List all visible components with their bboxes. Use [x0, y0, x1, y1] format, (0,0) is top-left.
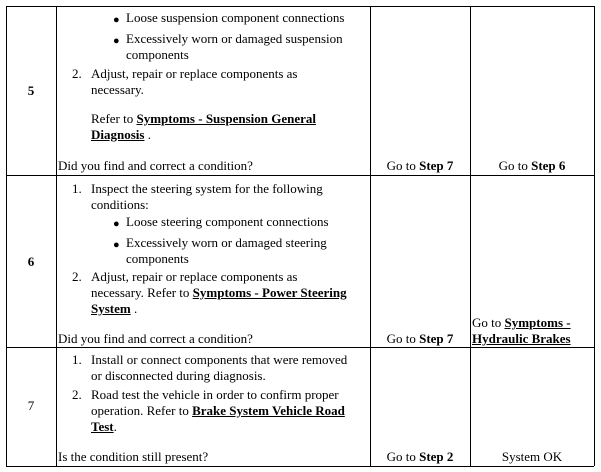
- no-prefix: Go to: [472, 315, 505, 330]
- brake-system-road-test-link[interactable]: Test: [91, 419, 114, 434]
- refer-text: [91, 127, 151, 144]
- brake-system-road-test-link[interactable]: Brake System Vehicle Road: [192, 403, 345, 418]
- bullet-icon: ●: [113, 35, 120, 47]
- link-suffix: .: [144, 127, 151, 142]
- bullet-icon: ●: [113, 239, 120, 251]
- no-action: [472, 315, 571, 332]
- list-item: Road test the vehicle in order to confirm proper: [91, 387, 339, 402]
- refer-text: [91, 285, 347, 302]
- refer-prefix: Refer to: [91, 111, 137, 126]
- refer-text: [91, 301, 137, 318]
- yes-step[interactable]: Step 7: [419, 331, 454, 346]
- column-divider: [470, 6, 471, 466]
- link-suffix: .: [113, 419, 117, 434]
- step-number: 6: [27, 254, 35, 269]
- symptoms-suspension-link[interactable]: Symptoms - Suspension General: [136, 111, 316, 126]
- symptoms-power-steering-link[interactable]: System: [91, 301, 131, 316]
- step-number: 7: [27, 398, 35, 413]
- symptoms-hydraulic-brakes-link[interactable]: Hydraulic Brakes: [472, 331, 571, 346]
- table-border-right: [594, 6, 595, 466]
- question-text: Did you find and correct a condition?: [58, 158, 253, 173]
- no-step[interactable]: Step 6: [531, 158, 566, 173]
- list-number: 2.: [72, 387, 82, 402]
- list-item: Loose suspension component connections: [126, 10, 345, 25]
- list-item: Install or connect components that were removed: [91, 352, 348, 367]
- list-item: Excessively worn or damaged suspension: [126, 31, 343, 46]
- table-border-left: [6, 6, 7, 466]
- yes-prefix: Go to: [386, 331, 420, 346]
- list-number: 2.: [72, 66, 82, 81]
- question-text: Is the condition still present?: [58, 449, 209, 464]
- yes-action: [370, 158, 470, 175]
- no-prefix: Go to: [498, 158, 532, 173]
- list-item: components: [126, 251, 189, 266]
- refer-text: [91, 419, 117, 436]
- symptoms-hydraulic-brakes-link[interactable]: Symptoms -: [504, 315, 571, 330]
- list-item: necessary.: [91, 82, 144, 97]
- yes-action: [370, 449, 470, 466]
- yes-step[interactable]: Step 7: [419, 158, 454, 173]
- no-action: [472, 331, 571, 348]
- column-divider: [56, 6, 57, 466]
- link-suffix: .: [130, 301, 138, 316]
- refer-text: [91, 111, 316, 128]
- list-item: Adjust, repair or replace components as: [91, 269, 298, 284]
- symptoms-power-steering-link[interactable]: Symptoms - Power Steering: [192, 285, 347, 300]
- yes-step[interactable]: Step 2: [419, 449, 454, 464]
- symptoms-suspension-link[interactable]: Diagnosis: [91, 127, 145, 142]
- bullet-icon: ●: [113, 218, 120, 230]
- list-item: Adjust, repair or replace components as: [91, 66, 298, 81]
- no-action: System OK: [501, 449, 563, 464]
- step-number: 5: [27, 83, 35, 98]
- list-item: components: [126, 47, 189, 62]
- yes-prefix: Go to: [386, 449, 420, 464]
- list-number: 1.: [72, 181, 82, 196]
- list-item: conditions:: [91, 197, 149, 212]
- bullet-icon: ●: [113, 14, 120, 26]
- no-action: [470, 158, 594, 175]
- list-item: Inspect the steering system for the following: [91, 181, 323, 196]
- refer-prefix: operation. Refer to: [91, 403, 193, 418]
- list-item: or disconnected during diagnosis.: [91, 368, 266, 383]
- table-border-bottom: [6, 466, 594, 467]
- column-divider: [370, 6, 371, 466]
- refer-text: [91, 403, 345, 420]
- table-border-top: [6, 6, 594, 7]
- question-text: Did you find and correct a condition?: [58, 331, 253, 346]
- list-item: Excessively worn or damaged steering: [126, 235, 327, 250]
- yes-action: [370, 331, 470, 348]
- yes-prefix: Go to: [386, 158, 420, 173]
- list-item: Loose steering component connections: [126, 214, 329, 229]
- refer-prefix: necessary. Refer to: [91, 285, 193, 300]
- list-number: 2.: [72, 269, 82, 284]
- list-number: 1.: [72, 352, 82, 367]
- row-divider: [6, 175, 594, 176]
